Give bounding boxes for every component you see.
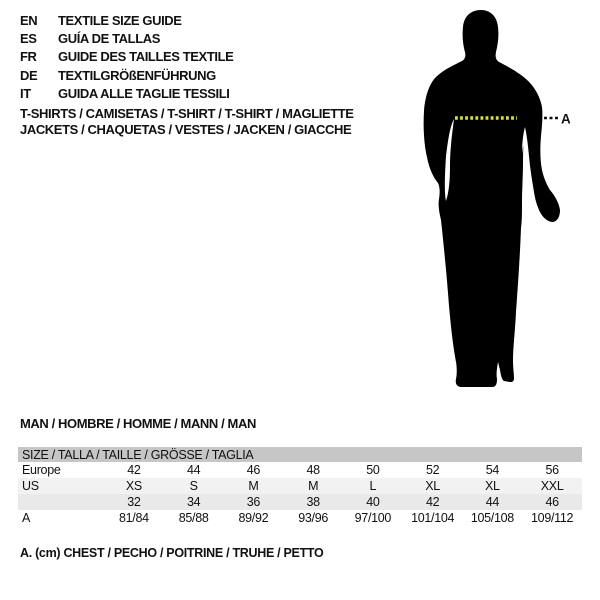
language-row (20, 29, 233, 47)
section-title-man: MAN / HOMBRE / HOMME / MANN / MAN (20, 416, 256, 431)
row-label: US (22, 479, 39, 493)
size-cell: M (248, 479, 259, 493)
size-cell: 42 (127, 463, 141, 477)
size-cell: 54 (485, 463, 500, 477)
size-table-row (18, 494, 582, 510)
size-cell: 32 (127, 495, 141, 509)
size-cell: 36 (246, 495, 261, 509)
size-cell: 40 (366, 495, 380, 509)
size-cell: 109/112 (531, 511, 574, 525)
size-table-header (18, 447, 582, 462)
size-cell: 101/104 (411, 511, 455, 525)
size-cell: 56 (545, 463, 559, 477)
measurement-footnote: A. (cm) CHEST / PECHO / POITRINE / TRUHE / PETTO (20, 546, 324, 560)
size-table-row (18, 462, 582, 478)
size-cell: M (308, 479, 319, 493)
language-code: EN (20, 12, 38, 28)
language-row (20, 66, 233, 84)
size-cell: S (189, 479, 198, 493)
language-code: DE (20, 67, 38, 83)
language-code: FR (20, 49, 37, 65)
size-cell: 42 (425, 495, 440, 509)
size-cell: 48 (306, 463, 320, 477)
language-label: GUIDE DES TAILLES TEXTILE (58, 49, 234, 65)
row-label: Europe (22, 463, 61, 477)
size-cell: XL (485, 479, 500, 493)
language-label: TEXTILE SIZE GUIDE (58, 12, 182, 28)
size-table-header-label: SIZE / TALLA / TAILLE / GRÖSSE / TAGLIA (22, 447, 254, 462)
size-guide-figure (410, 8, 570, 398)
language-row (20, 85, 233, 103)
man-silhouette (424, 10, 560, 387)
size-table-row (18, 510, 582, 526)
size-cell: XS (125, 479, 142, 493)
size-cell: 44 (186, 463, 201, 477)
size-table-row (18, 478, 582, 494)
category-lines (20, 106, 354, 138)
size-cell: XL (425, 479, 440, 493)
size-cell: 46 (246, 463, 261, 477)
size-cell: 97/100 (354, 511, 392, 525)
language-label: GUÍA DE TALLAS (58, 31, 161, 47)
language-label: TEXTILGRÖßENFÜHRUNG (58, 67, 216, 83)
size-cell: 52 (425, 463, 440, 477)
size-table-rows (18, 462, 582, 526)
size-cell: 81/84 (118, 511, 149, 525)
row-label: A (22, 511, 31, 525)
size-cell: XXL (540, 479, 564, 493)
size-cell: 34 (186, 495, 201, 509)
size-table (18, 447, 582, 526)
category-line: T-SHIRTS / CAMISETAS / T-SHIRT / T-SHIRT / MAGLIETTE (20, 106, 354, 121)
language-label: GUIDA ALLE TAGLIE TESSILI (58, 86, 230, 102)
size-cell: 89/92 (238, 511, 269, 525)
measure-label-a: A (561, 111, 570, 127)
size-cell: 44 (485, 495, 500, 509)
language-code: IT (20, 86, 31, 102)
size-cell: 85/88 (178, 511, 209, 525)
language-row (20, 11, 233, 29)
man-silhouette-svg (410, 8, 570, 398)
language-list (20, 11, 233, 103)
size-cell: 105/108 (470, 511, 514, 525)
size-cell: L (369, 479, 377, 493)
size-cell: 46 (545, 495, 559, 509)
category-line: JACKETS / CHAQUETAS / VESTES / JACKEN / GIACCHE (20, 122, 352, 137)
size-cell: 50 (366, 463, 380, 477)
language-row (20, 48, 233, 66)
size-cell: 38 (306, 495, 320, 509)
size-cell: 93/96 (298, 511, 329, 525)
language-code: ES (20, 31, 37, 47)
